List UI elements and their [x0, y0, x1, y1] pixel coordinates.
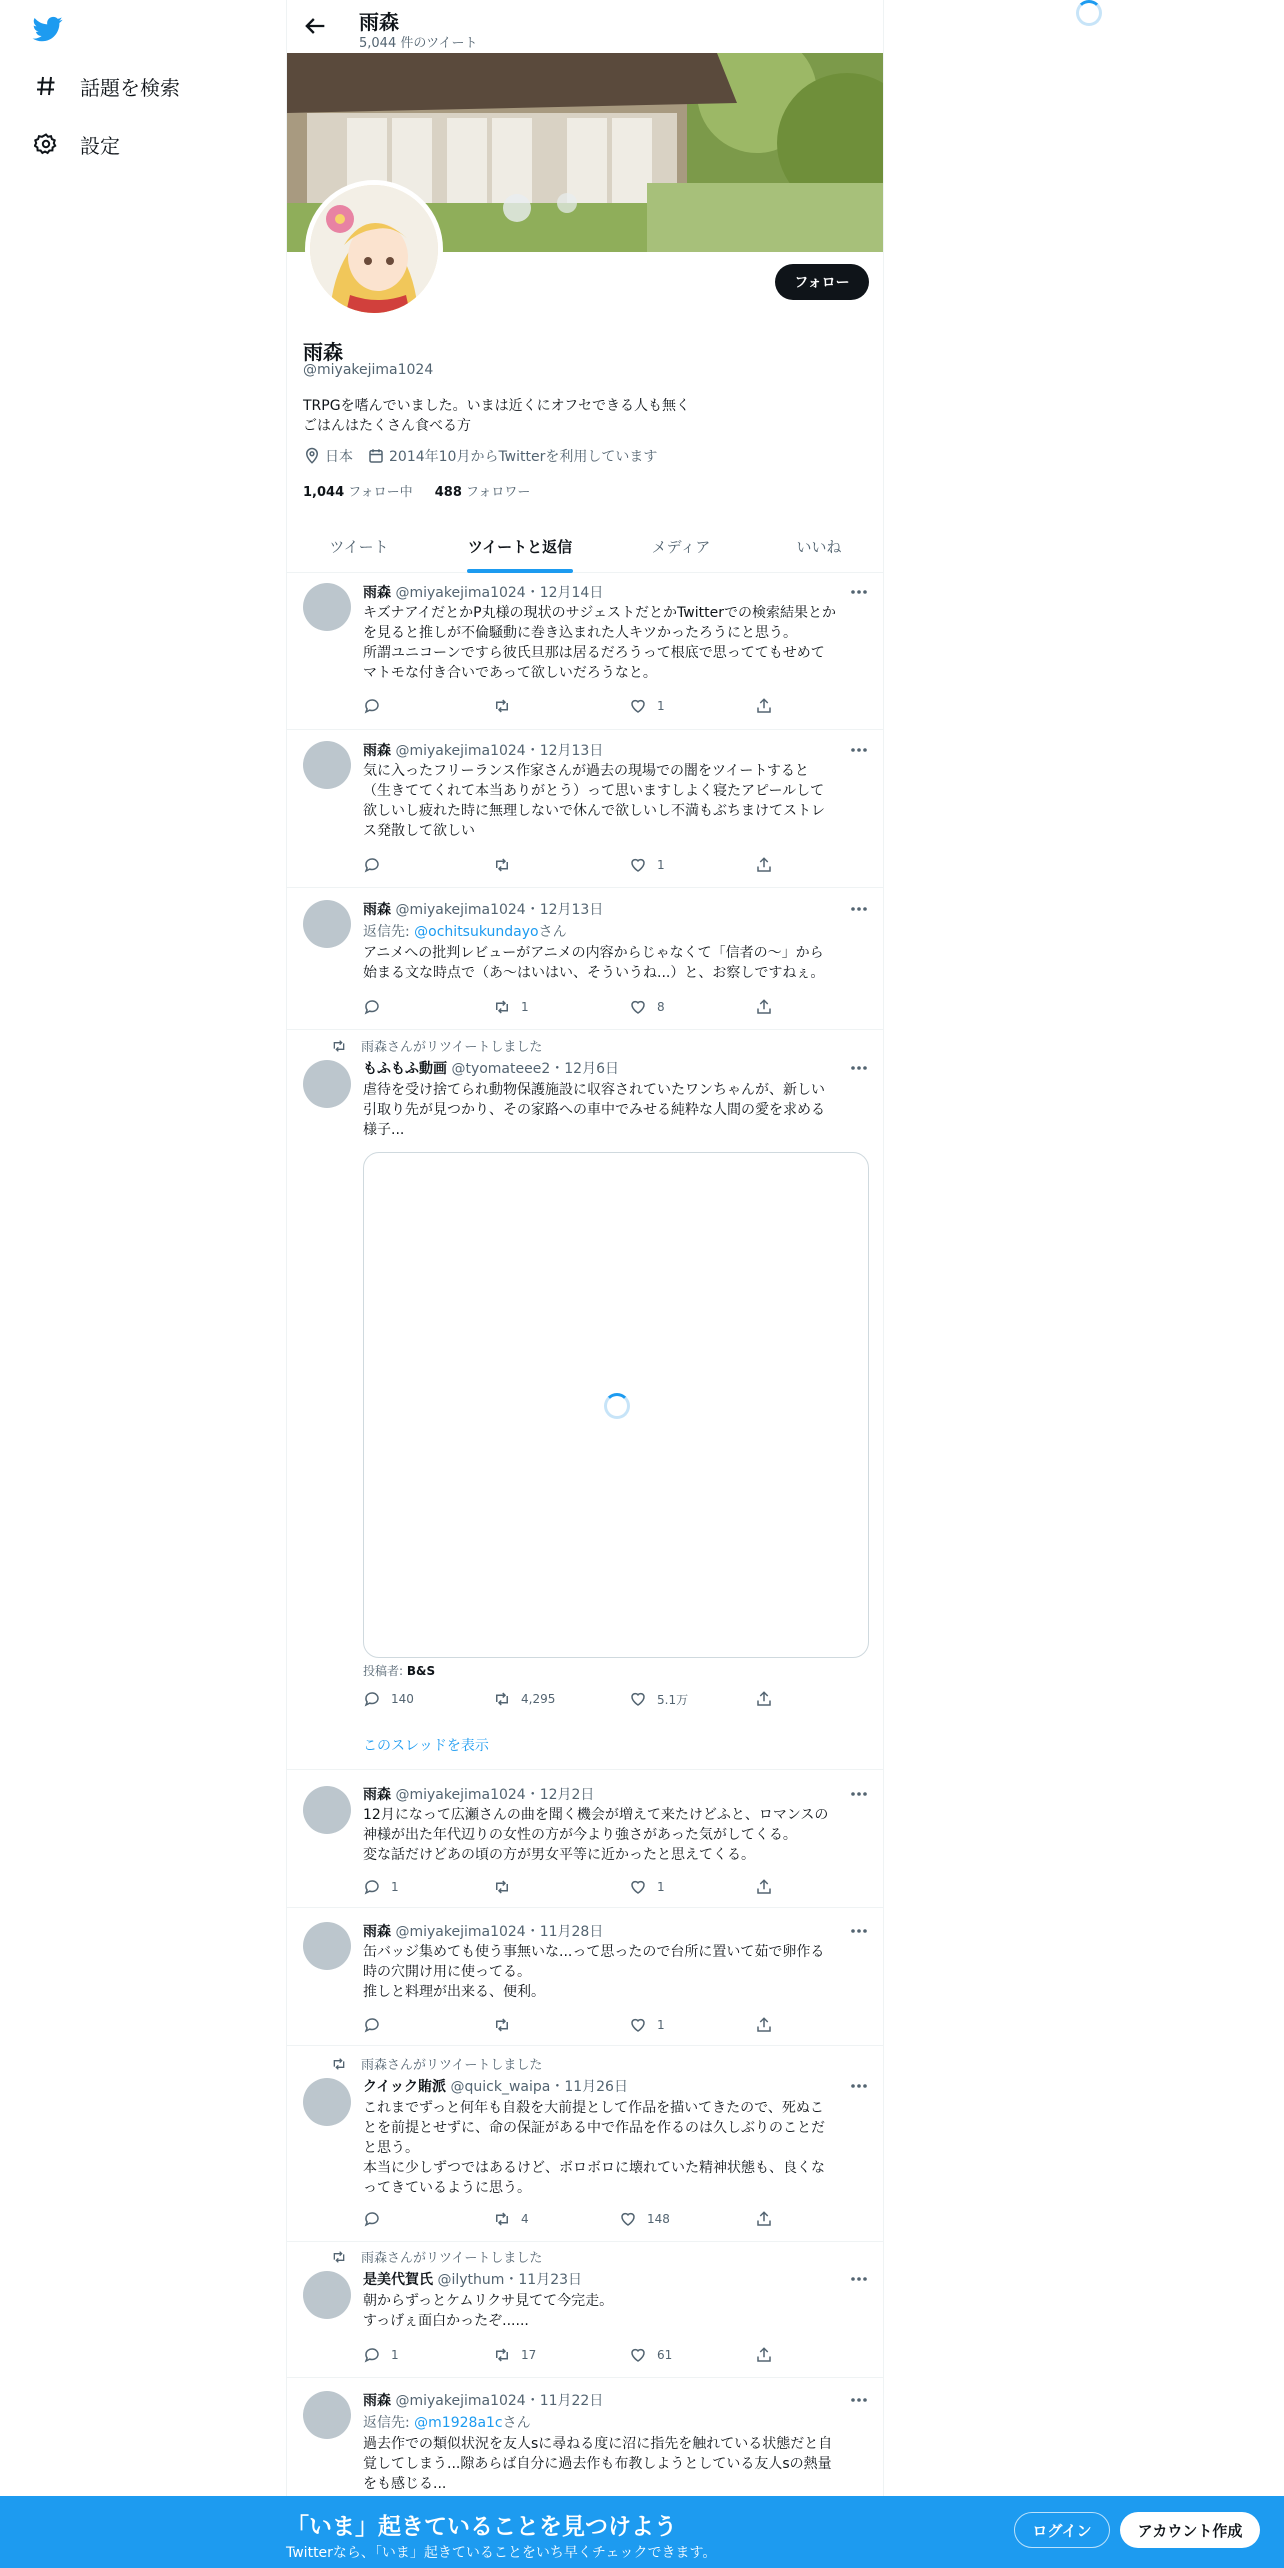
like-count: 148: [647, 2212, 670, 2226]
retweet-button[interactable]: [493, 697, 521, 715]
tweet-author-handle[interactable]: @quick_waipa: [450, 2079, 551, 2095]
tweet-date[interactable]: ・11月23日: [504, 2272, 583, 2288]
nav-explore[interactable]: [34, 66, 180, 106]
tab-label: いいね: [796, 538, 842, 556]
retweet-button[interactable]: [493, 2346, 536, 2364]
tweet-author-handle[interactable]: @ilythum: [437, 2272, 505, 2288]
retweet-button[interactable]: [493, 1878, 521, 1896]
share-button[interactable]: [755, 2346, 783, 2364]
reply-to-label: [363, 2412, 531, 2432]
follow-button[interactable]: フォロー: [775, 264, 869, 300]
retweet-icon: [493, 2016, 511, 2034]
reply-icon: [363, 998, 381, 1016]
profile-tabs: [287, 520, 883, 573]
tweet-date[interactable]: ・11月22日: [525, 2393, 604, 2409]
profile-handle: @miyakejima1024: [303, 362, 434, 378]
contributor-prefix: 投稿者:: [363, 1664, 407, 1678]
more-options-icon[interactable]: [849, 2390, 869, 2410]
tweet[interactable]: [287, 573, 884, 730]
more-options-icon[interactable]: [849, 582, 869, 602]
tweet-text-line: と思う。: [363, 2140, 419, 2156]
tweet-author-name[interactable]: 雨森: [363, 1787, 391, 1803]
reply-count: 140: [391, 1692, 414, 1706]
tweet-text-line: 本当に少しずつではあるけど、ボロボロに壊れていた精神状態も、良くな: [363, 2160, 825, 2176]
more-options-icon[interactable]: [849, 1921, 869, 1941]
like-count: 1: [657, 1880, 665, 1894]
retweet-icon: [493, 1690, 511, 1708]
followers-label: フォロワー: [466, 485, 531, 500]
tweet-text-line: キズナアイだとかP丸様の現状のサジェストだとかTwitterでの検索結果とか: [363, 605, 836, 621]
like-count: 1: [657, 2018, 665, 2032]
reply-icon: [363, 2210, 381, 2228]
share-button[interactable]: [755, 697, 783, 715]
tweet-author-handle[interactable]: @miyakejima1024: [395, 1924, 526, 1940]
hashtag-icon: [34, 74, 58, 98]
tweet-actions: [363, 1878, 783, 1898]
tweet-text-line: ってきているように思う。: [363, 2180, 531, 2196]
tweet-author-name[interactable]: 是美代賀氏: [363, 2272, 433, 2288]
tweet-text-line: 始まる文な時点で（あ〜はいはい、そういうね...）と、お察しですねぇ。: [363, 965, 825, 981]
following-label: フォロー中: [348, 485, 413, 500]
share-button[interactable]: [755, 1878, 783, 1896]
tweet-text-line: 引取り先が見つかり、その家路への車中でみせる純粋な人間の愛を求める: [363, 1102, 825, 1118]
share-button[interactable]: [755, 856, 783, 874]
tweet-header: [363, 2269, 582, 2289]
retweet-icon: [493, 856, 511, 874]
retweet-button[interactable]: [493, 2210, 529, 2228]
tweet-text-line: 虐待を受け捨てられ動物保護施設に収容されていたワンちゃんが、新しい: [363, 1082, 825, 1098]
like-button[interactable]: [629, 2016, 665, 2034]
tweet-actions: [363, 1690, 783, 1710]
media-contributor: [363, 1662, 435, 1679]
reply-button[interactable]: [363, 2346, 399, 2364]
tweet-author-name[interactable]: 雨森: [363, 743, 391, 759]
reply-to-suffix: さん: [538, 924, 567, 940]
profile-bio: [303, 396, 690, 436]
profile-bio-line: ごはんはたくさん食べる方: [303, 418, 471, 434]
tweet-text-line: 推しと料理が出来る、便利。: [363, 1984, 545, 2000]
like-count: 61: [657, 2348, 673, 2362]
retweeted-by-label: [331, 2247, 542, 2266]
retweeted-by-text[interactable]: 雨森さんがリツイートしました: [361, 2251, 543, 2266]
profile-location: 日本: [325, 449, 353, 465]
twitter-logo-icon[interactable]: [30, 14, 66, 44]
like-count: 8: [657, 1000, 665, 1014]
like-button[interactable]: [629, 856, 665, 874]
retweet-button[interactable]: [493, 998, 529, 1016]
reply-count: 1: [391, 2348, 399, 2362]
tweet-header: [363, 899, 603, 919]
share-button[interactable]: [755, 2016, 783, 2034]
profile-follow-stats: [303, 481, 530, 500]
tweet-text-line: 時の穴開け用に使ってる。: [363, 1964, 531, 1980]
heart-icon: [629, 998, 647, 1016]
tweet-actions: [363, 856, 783, 876]
show-thread-link[interactable]: このスレッドを表示: [363, 1738, 489, 1754]
tweet-avatar[interactable]: [303, 1922, 351, 1970]
tweet-text-line: 朝からずっとケムリクサ見てて今完走。: [363, 2293, 614, 2309]
tweet[interactable]: [287, 730, 884, 888]
heart-icon: [629, 1878, 647, 1896]
tweet-text-line: これまでずっと何年も自殺を大前提として作品を描いてきたので、死ぬこ: [363, 2100, 824, 2116]
tweet-text: [363, 761, 869, 841]
share-icon: [755, 2210, 773, 2228]
tweet-avatar[interactable]: [303, 583, 351, 631]
more-options-icon[interactable]: [849, 1784, 869, 1804]
reply-to-suffix: さん: [502, 2415, 531, 2431]
retweet-icon: [493, 697, 511, 715]
tweet-author-name[interactable]: もふもふ動画: [363, 1061, 447, 1077]
nav-settings[interactable]: [34, 124, 120, 164]
tab-tweets[interactable]: [287, 520, 431, 573]
like-button[interactable]: [629, 1878, 665, 1896]
reply-to-handle[interactable]: @ochitsukundayo: [414, 924, 539, 940]
heart-icon: [629, 2346, 647, 2364]
retweet-button[interactable]: [493, 856, 521, 874]
tweet[interactable]: [287, 1770, 884, 1908]
heart-icon: [619, 2210, 637, 2228]
reply-button[interactable]: [363, 2210, 391, 2228]
tweet-header: [363, 1921, 603, 1941]
like-button[interactable]: [629, 1690, 688, 1708]
tweet-avatar[interactable]: [303, 2391, 351, 2439]
retweet-icon: [331, 2056, 347, 2072]
reply-button[interactable]: [363, 856, 391, 874]
tweet[interactable]: [287, 888, 884, 1030]
tab-label: ツイートと返信: [467, 538, 573, 556]
like-count: 5.1万: [657, 1692, 689, 1707]
like-button[interactable]: [619, 2210, 670, 2228]
tweet-date[interactable]: ・12月6日: [550, 1061, 619, 1077]
tweet-text-line: を見ると推しが不倫騒動に巻き込まれた人キツかったろうにと思う。: [363, 625, 797, 641]
tweet-text-line: 所謂ユニコーンですら彼氏旦那は居るだろうって根底で思っててもせめて: [363, 645, 825, 661]
share-icon: [755, 856, 773, 874]
signup-banner-subtitle: Twitterなら、「いま」起きていることをいち早くチェックできます。: [286, 2545, 717, 2561]
tweet-text-line: マトモな付き合いであって欲しいだろうなと。: [363, 665, 657, 681]
share-button[interactable]: [755, 2210, 783, 2228]
tweet-text-line: 変な話だけどあの頃の方が男女平等に近かったと思えてくる。: [363, 1847, 755, 1863]
tweet[interactable]: [287, 1908, 884, 2046]
tweet-text-line: ス発散して欲しい: [363, 823, 475, 839]
tweet-text: [363, 2291, 869, 2331]
tab-tweets-and-replies[interactable]: [431, 520, 609, 573]
gear-icon: [34, 132, 58, 156]
share-icon: [755, 2346, 773, 2364]
share-icon: [755, 1690, 773, 1708]
retweet-icon: [331, 1038, 347, 1054]
retweeted-by-label: [331, 1036, 542, 1055]
share-button[interactable]: [755, 998, 783, 1016]
profile-header-bar: [287, 0, 883, 53]
heart-icon: [629, 2016, 647, 2034]
retweet-icon: [331, 2249, 347, 2265]
tab-label: メディア: [651, 538, 711, 556]
more-options-icon[interactable]: [849, 2269, 869, 2289]
reply-count: 1: [391, 1880, 399, 1894]
reply-button[interactable]: [363, 998, 391, 1016]
share-icon: [755, 697, 773, 715]
like-button[interactable]: [629, 2346, 672, 2364]
tweet-author-handle[interactable]: @miyakejima1024: [395, 743, 526, 759]
tweet-avatar[interactable]: [303, 741, 351, 789]
tab-label: ツイート: [329, 538, 389, 556]
share-icon: [755, 998, 773, 1016]
share-icon: [755, 1878, 773, 1896]
reply-icon: [363, 1690, 381, 1708]
main-column: [286, 0, 884, 2568]
tweet-header: [363, 740, 603, 760]
more-options-icon[interactable]: [849, 740, 869, 760]
tweet-date[interactable]: ・12月2日: [525, 1787, 595, 1803]
tweet-text-line: 様子...: [363, 1122, 405, 1138]
tweet-actions: [363, 2016, 783, 2036]
profile-name: 雨森: [303, 340, 343, 364]
tweet-text-line: 欲しいし疲れた時に無理しないで休んで欲しいし不満もぶちまけてストレ: [363, 803, 825, 819]
tweet-text-line: すっげぇ面白かったぞ......: [363, 2313, 529, 2329]
retweet-count: 17: [521, 2348, 537, 2362]
tweet-text-line: 覚してしまう...隙あらば自分に過去作も布教しようとしている友人sの熱量: [363, 2456, 832, 2472]
following-link[interactable]: [303, 485, 413, 500]
profile-meta: [303, 446, 657, 466]
tweet-date[interactable]: ・12月13日: [525, 743, 604, 759]
tweet[interactable]: [287, 1030, 884, 1770]
tweet-text-line: 神様が出た年代辺りの女性の方が今より強さがあった気がしてくる。: [363, 1827, 797, 1843]
retweet-button[interactable]: [493, 2016, 521, 2034]
retweet-icon: [493, 2210, 511, 2228]
login-button[interactable]: ログイン: [1014, 2512, 1110, 2548]
tweet-header: [363, 2076, 628, 2096]
more-options-icon[interactable]: [849, 899, 869, 919]
tweet[interactable]: [287, 2046, 884, 2242]
tweet-text: [363, 1805, 869, 1865]
loading-spinner-icon: [604, 1393, 630, 1419]
tweet-avatar[interactable]: [303, 2078, 351, 2126]
loading-spinner-icon: [1076, 0, 1102, 26]
following-count: 1,044: [303, 485, 345, 500]
video-player[interactable]: [363, 1152, 869, 1658]
reply-icon: [363, 697, 381, 715]
share-button[interactable]: [755, 1690, 783, 1708]
reply-button[interactable]: [363, 1878, 399, 1896]
retweeted-by-text[interactable]: 雨森さんがリツイートしました: [361, 1040, 543, 1055]
tweet-text: [363, 603, 869, 683]
more-options-icon[interactable]: [849, 1058, 869, 1078]
retweet-count: 4: [521, 2212, 529, 2226]
header-title: 雨森: [359, 10, 399, 34]
retweeted-by-text[interactable]: 雨森さんがリツイートしました: [361, 2058, 543, 2073]
reply-button[interactable]: [363, 2016, 391, 2034]
retweet-button[interactable]: [493, 1690, 555, 1708]
tweet-text-line: をも感じる...: [363, 2476, 447, 2492]
tweet-author-handle[interactable]: @tyomateee2: [451, 1061, 551, 1077]
reply-to-handle[interactable]: @m1928a1c: [414, 2415, 503, 2431]
profile-avatar[interactable]: [305, 180, 443, 318]
tweet-avatar[interactable]: [303, 2271, 351, 2319]
tweet-header: [363, 1058, 619, 1078]
signup-button[interactable]: アカウント作成: [1120, 2512, 1260, 2548]
tweet-text: [363, 1942, 869, 2002]
tweet-text-line: 缶バッジ集めても使う事無いな...って思ったので台所に置いて茹で卵作る: [363, 1944, 825, 1960]
tweet-actions: [363, 2210, 783, 2230]
signup-banner: [0, 2496, 1284, 2568]
nav-explore-label: 話題を検索: [80, 75, 180, 100]
share-icon: [755, 2016, 773, 2034]
heart-icon: [629, 1690, 647, 1708]
like-button[interactable]: [629, 998, 665, 1016]
retweet-icon: [493, 1878, 511, 1896]
location-pin-icon: [303, 447, 321, 465]
header-tweet-count: 5,044 件のツイート: [359, 36, 478, 51]
tweet-author-name[interactable]: クイック賄派: [363, 2079, 447, 2095]
tweet-text: [363, 1080, 869, 1140]
tweet-author-name[interactable]: 雨森: [363, 902, 391, 918]
tweet-avatar[interactable]: [303, 1060, 351, 1108]
like-button[interactable]: [629, 697, 665, 715]
profile-bio-line: TRPGを嗜んでいました。いまは近くにオフセできる人も無く: [303, 398, 691, 414]
tweet-header: [363, 1784, 594, 1804]
tweet-text-line: とを前提とせずに、命の保証がある中で作品を作るのは久しぶりのことだ: [363, 2120, 825, 2136]
tweet-author-name[interactable]: 雨森: [363, 2393, 391, 2409]
tweet-date[interactable]: ・12月14日: [525, 585, 604, 601]
tweet-header: [363, 2390, 603, 2410]
tweet-actions: [363, 697, 783, 717]
calendar-icon: [367, 447, 385, 465]
tweet-date[interactable]: ・11月26日: [550, 2079, 628, 2095]
tweet-author-handle[interactable]: @miyakejima1024: [395, 1787, 526, 1803]
back-arrow-icon[interactable]: [301, 12, 329, 40]
tweet-text-line: 12月になって広瀬さんの曲を聞く機会が増えて来たけどふと、ロマンスの: [363, 1807, 829, 1823]
tweet-author-handle[interactable]: @miyakejima1024: [395, 902, 526, 918]
tweet-text: [363, 2434, 869, 2494]
tweet-text-line: （生きててくれて本当ありがとう）って思いますしよく寝たアピールして: [363, 783, 825, 799]
tab-likes[interactable]: [753, 520, 884, 573]
tweet-header: [363, 582, 603, 602]
tweet[interactable]: [287, 2242, 884, 2378]
tweet-text-line: 気に入ったフリーランス作家さんが過去の現場での闇をツイートすると: [363, 763, 809, 779]
avatar-illustration-icon: [310, 185, 438, 313]
heart-icon: [629, 856, 647, 874]
tweet-avatar[interactable]: [303, 900, 351, 948]
reply-icon: [363, 1878, 381, 1896]
tweet-avatar[interactable]: [303, 1786, 351, 1834]
retweet-count: 1: [521, 1000, 529, 1014]
more-options-icon[interactable]: [849, 2076, 869, 2096]
retweet-icon: [493, 998, 511, 1016]
tweet-text: [363, 943, 869, 983]
tweet-text-line: アニメへの批判レビューがアニメの内容からじゃなくて「信者の〜」から: [363, 945, 824, 961]
reply-icon: [363, 2016, 381, 2034]
heart-icon: [629, 697, 647, 715]
signup-banner-title: 「いま」起きていることを見つけよう: [286, 2514, 677, 2540]
like-count: 1: [657, 699, 665, 713]
tweet-date[interactable]: ・11月28日: [525, 1924, 604, 1940]
reply-button[interactable]: [363, 697, 391, 715]
reply-button[interactable]: [363, 1690, 414, 1708]
retweet-count: 4,295: [521, 1692, 556, 1706]
reply-icon: [363, 856, 381, 874]
left-navigation: [0, 0, 286, 2568]
followers-link[interactable]: [435, 485, 531, 500]
tweet-text-line: 過去作での類似状況を友人sに尋ねる度に沼に指先を触れている状態だと自: [363, 2436, 833, 2452]
reply-to-label: [363, 921, 567, 941]
like-count: 1: [657, 858, 665, 872]
tweet-date[interactable]: ・12月13日: [525, 902, 604, 918]
tweet-text: [363, 2098, 869, 2198]
reply-icon: [363, 2346, 381, 2364]
retweet-icon: [493, 2346, 511, 2364]
reply-to-prefix: 返信先:: [363, 924, 415, 940]
tweet-actions: [363, 2346, 783, 2366]
reply-to-prefix: 返信先:: [363, 2415, 415, 2431]
profile-joined-date: 2014年10月からTwitterを利用しています: [389, 449, 658, 465]
tweet-author-handle[interactable]: @miyakejima1024: [395, 585, 526, 601]
tweet-author-name[interactable]: 雨森: [363, 585, 391, 601]
followers-count: 488: [434, 485, 462, 500]
contributor-name[interactable]: B&S: [406, 1664, 436, 1678]
tweet-author-name[interactable]: 雨森: [363, 1924, 391, 1940]
tab-media[interactable]: [609, 520, 753, 573]
nav-settings-label: 設定: [80, 133, 120, 158]
tweet-actions: [363, 998, 783, 1018]
retweeted-by-label: [331, 2054, 542, 2073]
tweet-author-handle[interactable]: @miyakejima1024: [395, 2393, 526, 2409]
